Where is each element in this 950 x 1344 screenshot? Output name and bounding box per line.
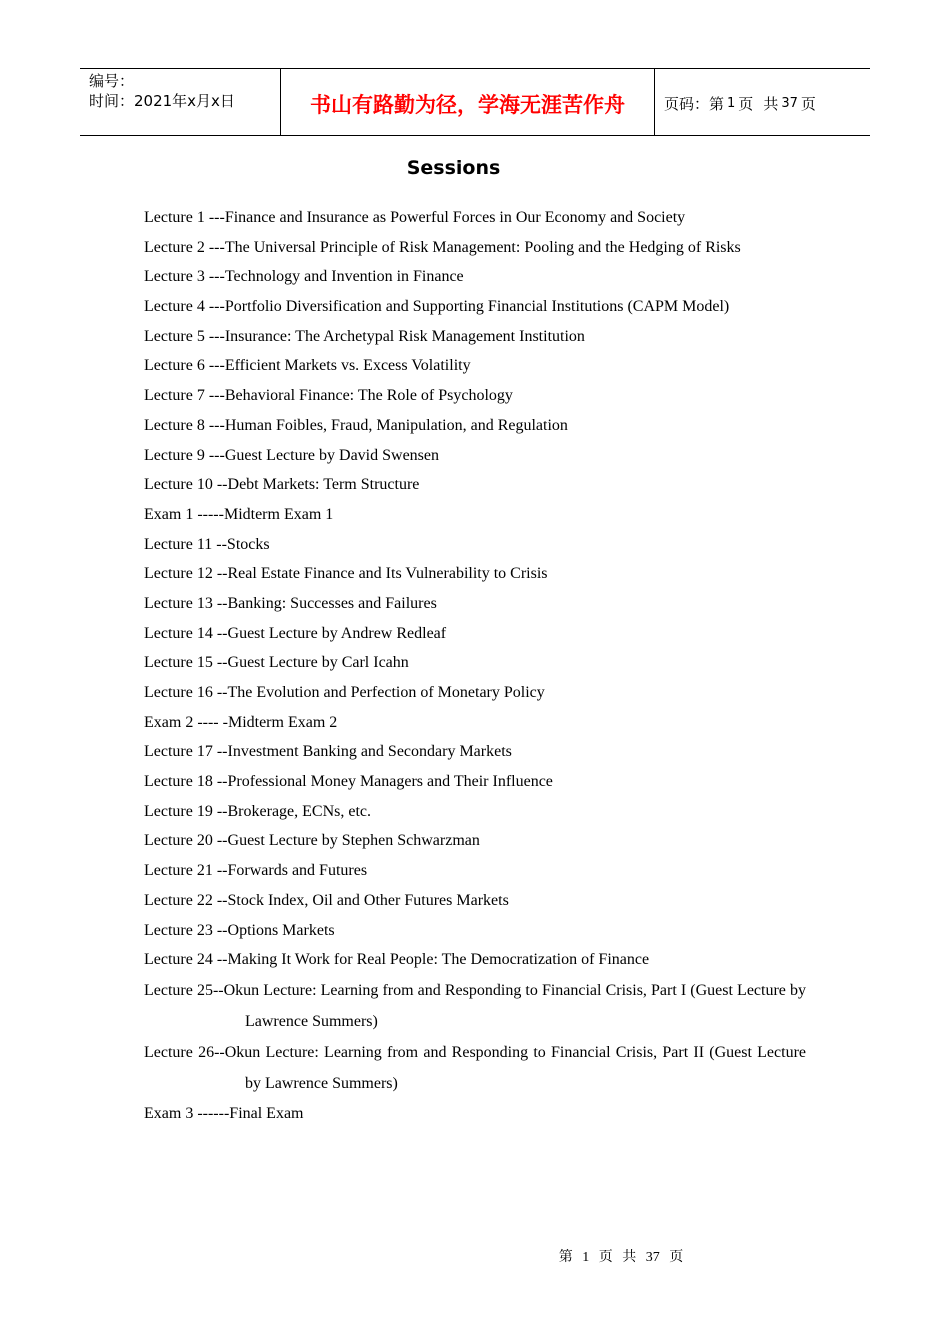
page-mid: 页 xyxy=(738,94,754,113)
session-item: Lecture 10 --Debt Markets: Term Structure xyxy=(144,476,420,494)
session-item: Lecture 4 ---Portfolio Diversification and Supporting Financial Institutions (CAPM Model) xyxy=(144,298,730,316)
session-item: Lecture 21 --Forwards and Futures xyxy=(144,862,368,880)
session-item: Lecture 12 --Real Estate Finance and Its Vulnerability to Crisis xyxy=(144,565,548,583)
page-footer: 第 1 页 共 37 页 xyxy=(558,1250,684,1265)
session-item: Lecture 3 ---Technology and Invention in Finance xyxy=(144,268,464,286)
time-label: 时间：2021年x月x日 xyxy=(89,92,235,110)
session-item: Lecture 13 --Banking: Successes and Failures xyxy=(144,594,437,612)
page-label: 页码：第 xyxy=(664,94,725,113)
number-label: 编号： xyxy=(89,72,135,90)
session-item: Lecture 26--Okun Lecture: Learning from and Responding to Financial Crisis, Part II (Guest Lecture by Lawrence Summers) xyxy=(144,1043,806,1092)
session-item: Lecture 17 --Investment Banking and Secondary Markets xyxy=(144,743,512,761)
session-item: Lecture 5 ---Insurance: The Archetypal Risk Management Institution xyxy=(144,327,585,345)
session-item: Exam 3 ------Final Exam xyxy=(144,1104,304,1122)
page-header xyxy=(80,68,870,136)
page-total-label: 共 xyxy=(763,94,779,113)
session-item: Lecture 14 --Guest Lecture by Andrew Redleaf xyxy=(144,624,447,642)
header-motto: 书山有路勤为径，学海无涯苦作舟 xyxy=(281,69,655,135)
session-item: Exam 1 -----Midterm Exam 1 xyxy=(144,505,334,523)
session-item: Lecture 25--Okun Lecture: Learning from and Responding to Financial Crisis, Part I (Guest Lecture by Lawrence Summers) xyxy=(144,981,806,1030)
session-item: Lecture 19 --Brokerage, ECNs, etc. xyxy=(144,802,372,820)
session-list xyxy=(144,203,806,1129)
session-item: Lecture 1 ---Finance and Insurance as Powerful Forces in Our Economy and Society xyxy=(144,209,686,226)
session-item: Exam 2 ---- -Midterm Exam 2 xyxy=(144,713,338,731)
session-item: Lecture 16 --The Evolution and Perfection of Monetary Policy xyxy=(144,684,545,701)
page-end: 页 xyxy=(800,94,816,113)
header-info xyxy=(80,69,281,135)
header-page-counter xyxy=(655,69,870,135)
page-title: Sessions xyxy=(406,157,501,179)
session-item: Lecture 6 ---Efficient Markets vs. Excess Volatility xyxy=(144,357,471,375)
session-item: Lecture 22 --Stock Index, Oil and Other Futures Markets xyxy=(144,891,509,909)
session-item: Lecture 23 --Options Markets xyxy=(144,921,335,939)
session-item: Lecture 15 --Guest Lecture by Carl Icahn xyxy=(144,654,409,672)
session-item: Lecture 20 --Guest Lecture by Stephen Schwarzman xyxy=(144,832,480,850)
page-current: 1 xyxy=(727,95,736,111)
session-item: Lecture 18 --Professional Money Managers and Their Influence xyxy=(144,773,553,791)
session-item: Lecture 2 ---The Universal Principle of Risk Management: Pooling and the Hedging of Risks xyxy=(144,238,741,256)
session-item: Lecture 24 --Making It Work for Real People: The Democratization of Finance xyxy=(144,951,650,969)
session-item: Lecture 7 ---Behavioral Finance: The Role of Psychology xyxy=(144,387,513,405)
session-item: Lecture 11 --Stocks xyxy=(144,535,270,553)
page-total: 37 xyxy=(781,95,798,111)
session-item: Lecture 9 ---Guest Lecture by David Swensen xyxy=(144,446,439,464)
session-item: Lecture 8 ---Human Foibles, Fraud, Manipulation, and Regulation xyxy=(144,416,568,434)
